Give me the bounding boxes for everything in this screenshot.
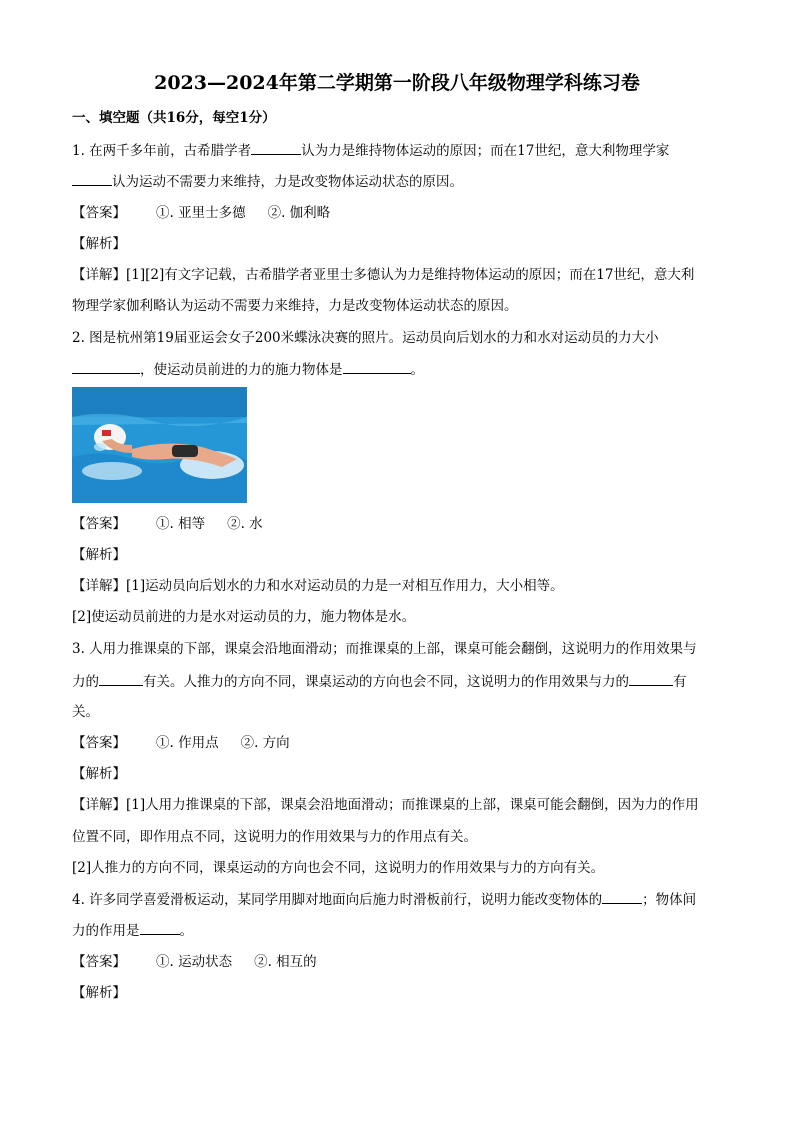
detail-2-line-1: 【详解】[1]运动员向后划水的力和水对运动员的力是一对相互作用力，大小相等。 — [72, 578, 564, 594]
blank — [629, 671, 673, 686]
question-1-line-2: 认为运动不需要力来维持，力是改变物体运动状态的原因。 — [72, 171, 463, 192]
analysis-label-2: 【解析】 — [72, 547, 126, 563]
question-2-line-2: ，使运动员前进的力的施力物体是 。 — [72, 359, 424, 380]
blank — [140, 920, 180, 935]
blank — [72, 171, 112, 186]
detail-1-line-1: 【详解】[1][2]有文字记载，古希腊学者亚里士多德认为力是维持物体运动的原因；而在17世纪，意大利 — [72, 267, 695, 283]
detail-3-line-3: [2]人推力的方向不同，课桌运动的方向也会不同，这说明力的作用效果与力的方向有关。 — [72, 860, 605, 876]
detail-3-line-1: 【详解】[1]人用力推课桌的下部，课桌会沿地面滑动；而推课桌的上部，课桌可能会翻倒，因为力的作用 — [72, 797, 699, 813]
blank — [343, 359, 411, 374]
question-4-line-1: 4. 许多同学喜爱滑板运动，某同学用脚对地面向后施力时滑板前行，说明力能改变物体的 ；物体间 — [72, 889, 696, 910]
detail-2-line-2: [2]使运动员前进的力是水对运动员的力，施力物体是水。 — [72, 609, 416, 625]
answer-1: 【答案】 ①. 亚里士多德 ②. 伽利略 — [72, 205, 331, 221]
question-3-line-3: 关。 — [72, 704, 99, 720]
section-heading: 一、填空题（共16分，每空1分） — [72, 110, 276, 126]
analysis-label-1: 【解析】 — [72, 236, 126, 252]
question-1-line-1: 1. 在两千多年前，古希腊学者 认为力是维持物体运动的原因；而在17世纪，意大利物理学家 — [72, 140, 669, 161]
blank — [602, 889, 642, 904]
blank — [99, 671, 143, 686]
swimmer-illustration — [72, 387, 247, 503]
question-3-line-1: 3. 人用力推课桌的下部，课桌会沿地面滑动；而推课桌的上部，课桌可能会翻倒，这说明力的作用效果与 — [72, 641, 697, 657]
blank — [72, 359, 140, 374]
answer-3: 【答案】 ①. 作用点 ②. 方向 — [72, 735, 290, 751]
page-title: 2023—2024年第二学期第一阶段八年级物理学科练习卷 — [154, 72, 640, 94]
detail-1-line-2: 物理学家伽利略认为运动不需要力来维持，力是改变物体运动状态的原因。 — [72, 298, 518, 314]
swimmer-photo — [72, 387, 247, 503]
detail-3-line-2: 位置不同，即作用点不同，这说明力的作用效果与力的作用点有关。 — [72, 829, 477, 845]
analysis-label-3: 【解析】 — [72, 766, 126, 782]
question-4-line-2: 力的作用是 。 — [72, 920, 193, 941]
analysis-label-4: 【解析】 — [72, 985, 126, 1001]
blank — [251, 140, 301, 155]
answer-4: 【答案】 ①. 运动状态 ②. 相互的 — [72, 954, 317, 970]
question-2-line-1: 2. 图是杭州第19届亚运会女子200米蝶泳决赛的照片。运动员向后划水的力和水对运动员的力大小 — [72, 330, 659, 346]
answer-2: 【答案】 ①. 相等 ②. 水 — [72, 516, 263, 532]
question-3-line-2: 力的 有关。人推力的方向不同，课桌运动的方向也会不同，这说明力的作用效果与力的 有 — [72, 671, 687, 692]
